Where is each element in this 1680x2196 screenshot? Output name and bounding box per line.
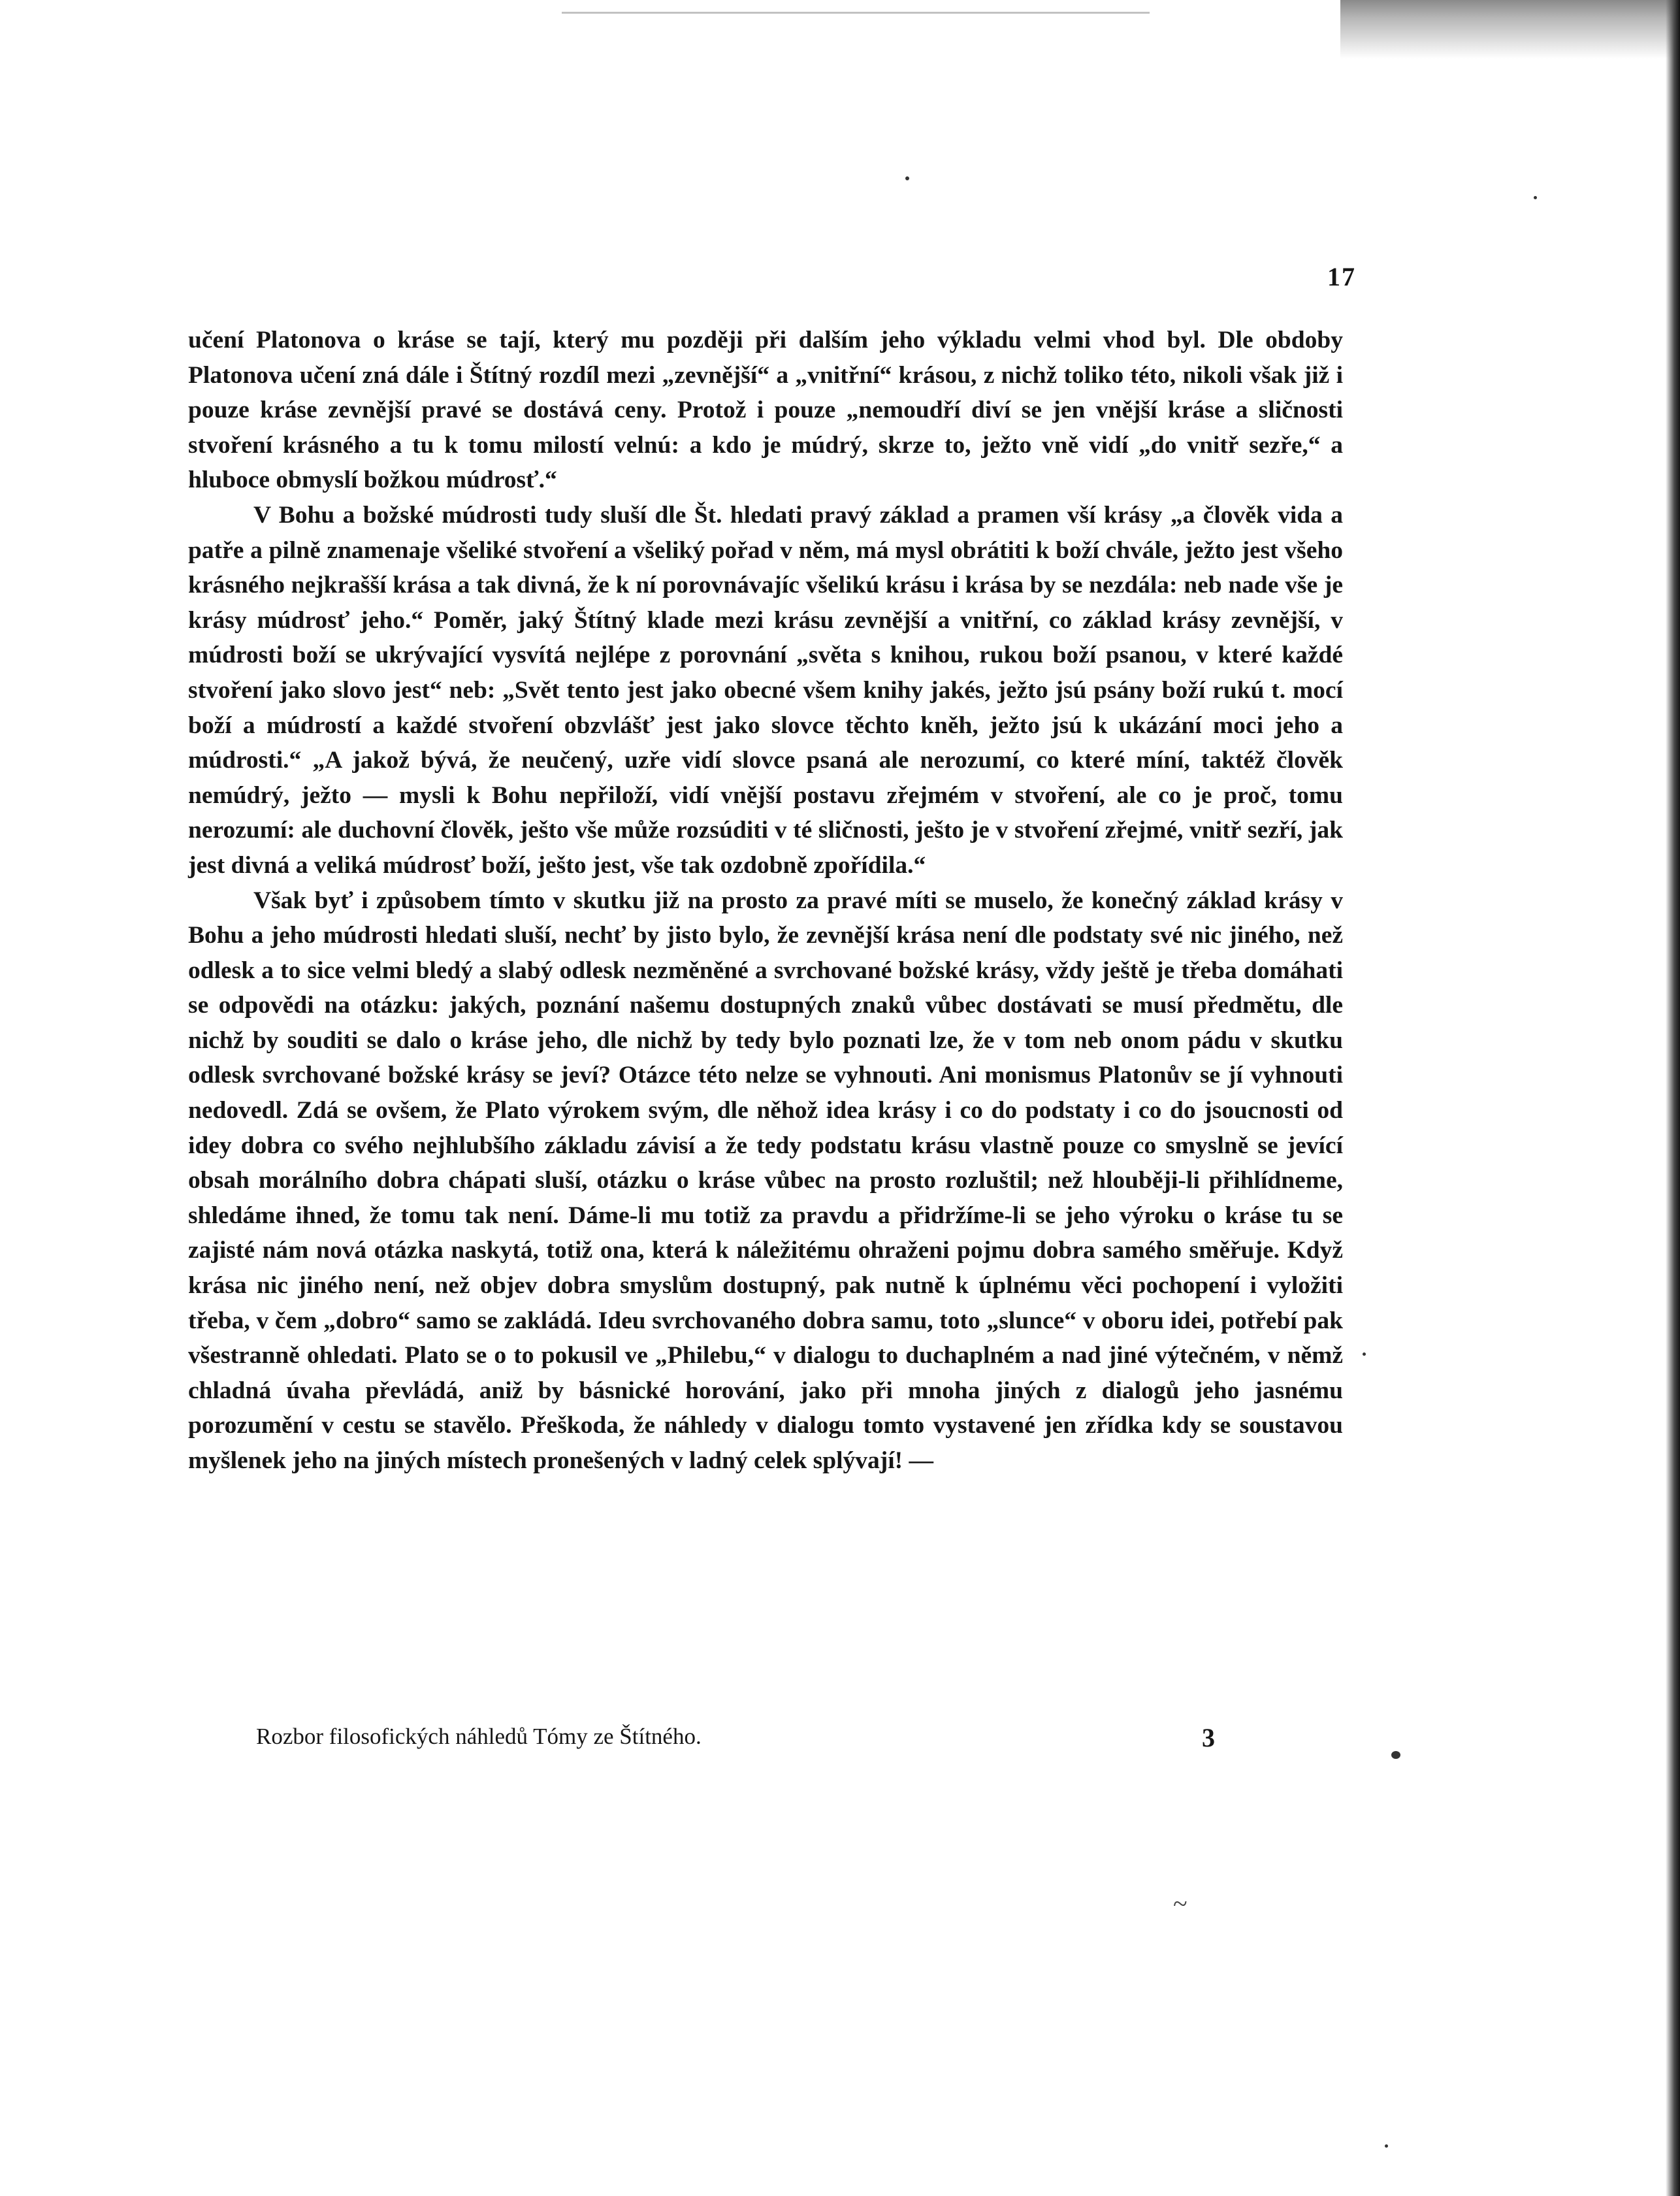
signature-mark: 3: [1202, 1723, 1215, 1752]
scan-mark: ~: [1173, 1889, 1187, 1918]
scan-artifact-rule: [562, 12, 1150, 14]
footer-title: Rozbor filosofických náhledů Tómy ze Štítného.: [256, 1724, 702, 1749]
paragraph: Však byť i způsobem tímto v skutku již na prosto za pravé míti se muselo, že konečný základ krásy v Bohu a jeho múdrosti hledati sluší, nechť by jisto bylo, že zevnější krása není dle podstaty své nic jiného, než odlesk a to sice velmi bledý a slabý odlesk nezměněné a svrchované božské krásy, vždy ještě je třeba domáhati se odpovědi na otázku: jakých, poznání našemu dostupných znaků vůbec dostávati se musí předmětu, dle nichž by souditi se dalo o kráse jeho, dle nichž by tedy bylo poznati lze, že v tom neb onom pádu v skutku odlesk svrchované božské krásy se jeví? Otázce této nelze se vyhnouti. Ani monismus Platonův se jí vyhnouti nedovedl. Zdá se ovšem, že Plato výrokem svým, dle něhož idea krásy i co do podstaty i co do jsoucnosti od idey dobra co svého nejhlubšího základu závisí a že tedy podstatu krásu vlastně pouze co smyslně se jevící obsah morálního dobra chápati sluší, otázku o kráse vůbec na prosto rozluštil; než hlouběji-li přihlídneme, shledáme ihned, že tomu tak není. Dáme-li mu totiž za pravdu a přidržíme-li se jeho výroku o kráse tu se zajisté nám nová otázka naskytá, totiž ona, která k náležitému ohraženi pojmu dobra samého směřuje. Když krása nic jiného není, než objev dobra smyslům dostupný, pak nutně k úplnému věci pochopení i vyložiti třeba, v čem „dobro“ samo se zakládá. Ideu svrchovaného dobra samu, toto „slunce“ v oboru idei, potřebí pak všestranně ohledati. Plato se o to pokusil ve „Philebu,“ v dialogu to duchaplném a nad jiné výtečném, v němž chladná úvaha převládá, aniž by básnické horování, jako při mnoha jiných z dialogů jeho jasnému porozumění v cestu se stavělo. Přeškoda, že náhledy v dialogu tomto vystavené jen zřídka kdy se soustavou myšlenek jeho na jiných místech pronešených v ladný celek splývají! —: [188, 887, 1343, 1474]
paragraph: učení Platonova o kráse se tají, který mu později při dalším jeho výkladu velmi vhod byl. Dle obdoby Platonova učení zná dále i Štítný rozdíl mezi „zevnější“ a „vnitřní“ krásou, z nichž toliko této, nikoli však již i pouze kráse zevnější pravé se dostává ceny. Protož i pouze „nemoudří diví se jen vnější kráse a sličnosti stvoření krásného a tu k tomu milostí velnú: a kdo je múdrý, skrze to, ježto vně vidí „do vnitř sezře,“ a hluboce obmyslí božkou múdrosť.“: [188, 327, 1343, 494]
scan-speck: [1534, 196, 1537, 199]
scan-speck: [1363, 1352, 1366, 1356]
paragraph: V Bohu a božské múdrosti tudy sluší dle Št. hledati pravý základ a pramen vší krásy „a člověk vida a patře a pilně znamenaje všeliké stvoření a všeliký pořad v něm, má mysl obrátiti k boží chvále, ježto jest všeho krásného nejkrašší krása a tak divná, že k ní porovnávajíc všelikú krásu i krása by se nezdála: neb nade vše je krásy múdrosť jeho.“ Poměr, jaký Štítný klade mezi krásu zevnější a vnitřní, co základ krásy zevnější, v múdrosti boží se ukrývající vysvítá nejlépe z porovnání „světa s knihou, rukou boží psanou, v které každé stvoření jako slovo jest“ neb: „Svět tento jest jako obecné všem knihy jakés, ježto jsú psány boží rukú t. mocí boží a múdrostí a každé stvoření obzvlášť jest jako slovce těchto kněh, ježto jsú k ukázání moci jeho a múdrosti.“ „A jakož bývá, že neučený, uzře vidí slovce psaná ale nerozumí, co které míní, taktéž člověk nemúdrý, ježto — mysli k Bohu nepřiloží, vidí vnější postavu zřejmém v stvoření, ale co je proč, tomu nerozumí: ale duchovní člověk, ješto vše může rozsúditi v té sličnosti, ješto je v stvoření zřejmé, vnitř sezří, jak jest divná a veliká múdrosť boží, ješto jest, vše tak ozdobně zpořídila.“: [188, 501, 1343, 879]
scan-speck: [905, 176, 909, 180]
scan-speck: [1385, 2144, 1388, 2148]
scan-shadow-top: [1340, 0, 1680, 59]
scan-shadow-right: [1666, 0, 1680, 2196]
page-number: 17: [1327, 262, 1356, 291]
body-text: [188, 323, 1343, 1479]
scan-speck: [1391, 1751, 1400, 1759]
